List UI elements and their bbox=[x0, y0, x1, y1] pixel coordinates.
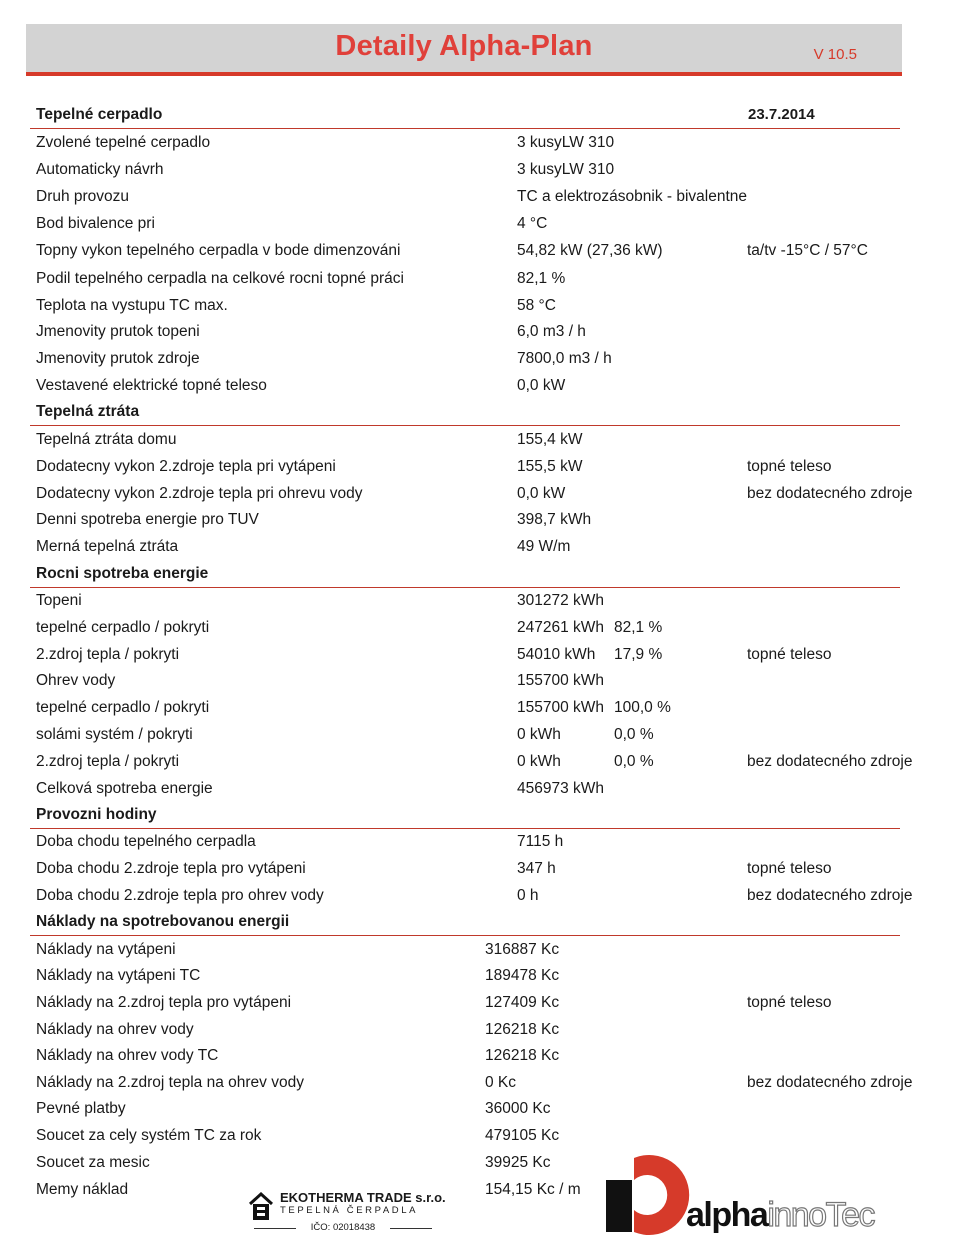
table-row: Dodatecny vykon 2.zdroje tepla pri vytápeni 155,5 kW topné teleso bbox=[36, 458, 832, 475]
table-row: solámi systém / pokryti 0 kWh 0,0 % bbox=[36, 726, 654, 743]
section-heading-tc: Tepelné cerpadlo bbox=[30, 106, 900, 129]
table-row: Automaticky návrh 3 kusyLW 310 bbox=[36, 161, 615, 178]
table-row: Topeni 301272 kWh bbox=[36, 592, 605, 609]
table-row: Doba chodu 2.zdroje tepla pro ohrev vody 0 h bez dodatecného zdroje bbox=[36, 887, 913, 904]
section-heading-hodiny: Provozni hodiny bbox=[30, 806, 900, 829]
table-row: Merná tepelná ztráta 49 W/m bbox=[36, 538, 571, 555]
table-row: Doba chodu tepelného cerpadla 7115 h bbox=[36, 833, 564, 850]
table-row: Jmenovity prutok topeni 6,0 m3 / h bbox=[36, 323, 586, 340]
version-label: V 10.5 bbox=[813, 46, 857, 63]
table-row: Náklady na vytápeni 316887 Kc bbox=[36, 941, 560, 958]
table-row: Doba chodu 2.zdroje tepla pro vytápeni 347 h topné teleso bbox=[36, 860, 832, 877]
page-header bbox=[26, 24, 902, 76]
table-row: Podil tepelného cerpadla na celkové rocni topné práci 82,1 % bbox=[36, 270, 566, 287]
table-row: Náklady na ohrev vody 126218 Kc bbox=[36, 1021, 560, 1038]
section-heading-rocni: Rocni spotreba energie bbox=[30, 565, 900, 588]
section-heading-naklady: Náklady na spotrebovanou energii bbox=[30, 913, 900, 936]
table-row: tepelné cerpadlo / pokryti 247261 kWh 82,1 % bbox=[36, 619, 663, 636]
table-row: Teplota na vystupu TC max. 58 °C bbox=[36, 297, 556, 314]
ekotherma-logo: EKOTHERMA TRADE s.r.o. TEPELNÁ ČERPADLA IČO: 02018438 bbox=[248, 1188, 448, 1240]
table-row: Tepelná ztráta domu 155,4 kW bbox=[36, 431, 583, 448]
alpha-innotec-logo: alphainnoTec bbox=[604, 1150, 874, 1240]
table-row: Jmenovity prutok zdroje 7800,0 m3 / h bbox=[36, 350, 612, 367]
table-row: Celková spotreba energie 456973 kWh bbox=[36, 780, 605, 797]
table-row: 2.zdroj tepla / pokryti 0 kWh 0,0 % bez dodatecného zdroje bbox=[36, 753, 913, 770]
table-row: Náklady na 2.zdroj tepla pro vytápeni 127409 Kc topné teleso bbox=[36, 994, 832, 1011]
table-row: Ohrev vody 155700 kWh bbox=[36, 672, 605, 689]
table-row: Denni spotreba energie pro TUV 398,7 kWh bbox=[36, 511, 592, 528]
table-row: Bod bivalence pri 4 °C bbox=[36, 215, 548, 232]
table-row: Soucet za cely systém TC za rok 479105 Kc bbox=[36, 1127, 560, 1144]
report-date: 23.7.2014 bbox=[748, 106, 815, 123]
table-row: Náklady na ohrev vody TC 126218 Kc bbox=[36, 1047, 560, 1064]
page-title: Detaily Alpha-Plan bbox=[335, 30, 593, 62]
table-row: Druh provozu TC a elektrozásobnik - bivalentne bbox=[36, 188, 748, 205]
alpha-innotec-mark-icon bbox=[604, 1150, 696, 1240]
table-row: Memy náklad 154,15 Kc / m bbox=[36, 1181, 581, 1198]
table-row: Dodatecny vykon 2.zdroje tepla pri ohrevu vody 0,0 kW bez dodatecného zdroje bbox=[36, 485, 913, 502]
table-row: tepelné cerpadlo / pokryti 155700 kWh 100,0 % bbox=[36, 699, 671, 716]
table-row: 2.zdroj tepla / pokryti 54010 kWh 17,9 % topné teleso bbox=[36, 646, 832, 663]
table-row: Pevné platby 36000 Kc bbox=[36, 1100, 551, 1117]
table-row: Náklady na 2.zdroj tepla na ohrev vody 0 Kc bez dodatecného zdroje bbox=[36, 1074, 913, 1091]
table-row: Soucet za mesic 39925 Kc bbox=[36, 1154, 551, 1171]
table-row: Vestavené elektrické topné teleso 0,0 kW bbox=[36, 377, 566, 394]
table-row: Zvolené tepelné cerpadlo 3 kusyLW 310 bbox=[36, 134, 615, 151]
table-row: Náklady na vytápeni TC 189478 Kc bbox=[36, 967, 560, 984]
section-heading-ztrata: Tepelná ztráta bbox=[30, 403, 900, 426]
house-icon bbox=[248, 1192, 274, 1222]
table-row: Topny vykon tepelného cerpadla v bode dimenzováni 54,82 kW (27,36 kW) ta/tv -15°C / 57°C bbox=[36, 242, 868, 259]
